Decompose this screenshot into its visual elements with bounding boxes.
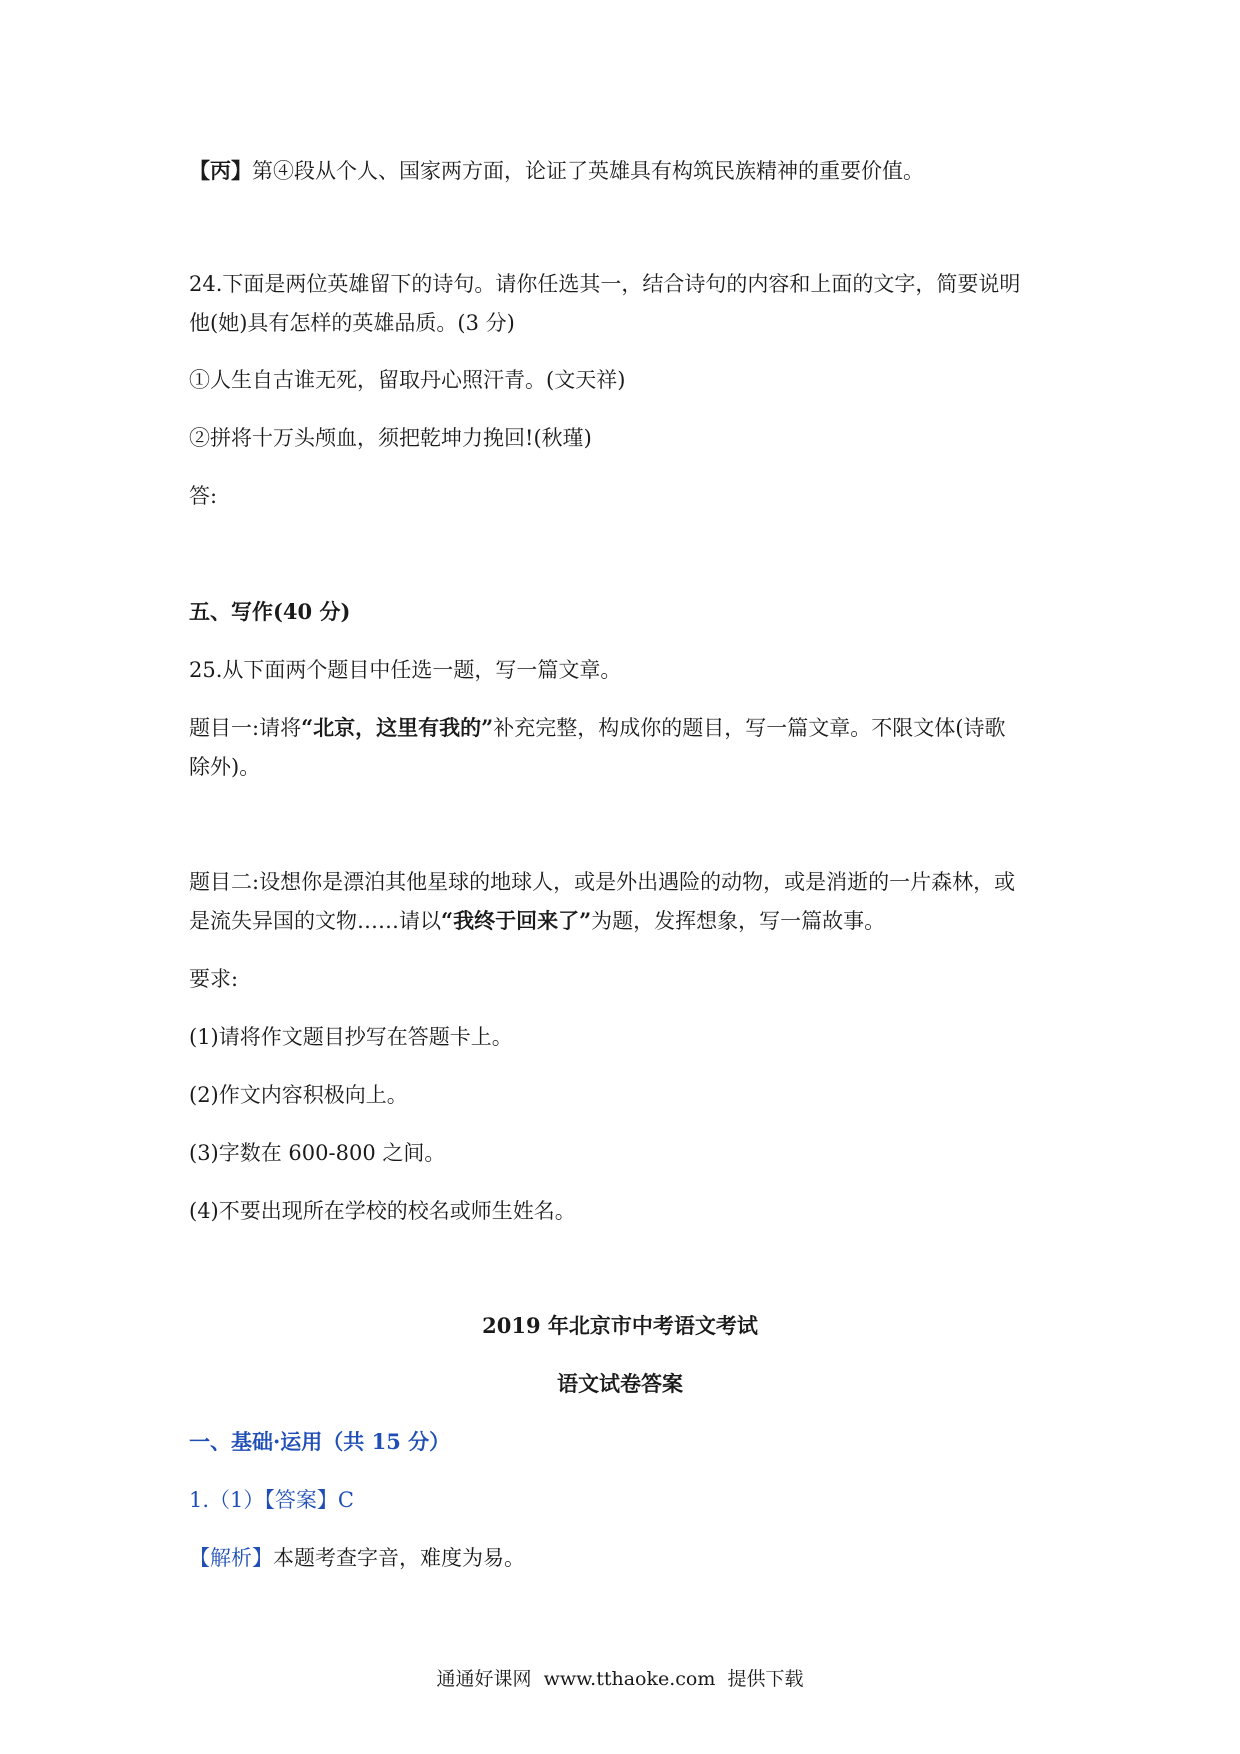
q24-line2: 他(她)具有怎样的英雄品质。(3 分): [189, 311, 515, 335]
analysis-text: 本题考查字音，难度为易。: [273, 1546, 525, 1570]
answer-item1-prefix: 1.（1）: [189, 1488, 265, 1512]
answer-item1-label: 【答案】: [264, 1488, 338, 1512]
q24-answer: 答:: [189, 484, 218, 508]
topic1-line1: [189, 714, 1005, 742]
topic2-line1: 题目二:设想你是漂泊其他星球的地球人，或是外出遇险的动物，或是消逝的一片森林，或: [189, 870, 1016, 894]
answer-key-subtitle: 语文试卷答案: [557, 1371, 683, 1396]
topic2-line2: [189, 907, 885, 935]
topic2-prefix: 是流失异国的文物……请以: [189, 909, 441, 933]
requirements-label: 要求:: [189, 967, 239, 991]
topic1-bold: “北京，这里有我的”: [301, 715, 494, 740]
q24-poem1: ①人生自古谁无死，留取丹心照汗青。(文天祥): [189, 368, 626, 392]
q25-prompt: 25.从下面两个题目中任选一题，写一篇文章。: [189, 658, 622, 682]
paragraph-bing-label: 【丙】: [189, 158, 252, 183]
analysis-label: 【解析】: [189, 1546, 273, 1570]
page-footer: 通通好课网 www.tthaoke.com 提供下载: [436, 1668, 804, 1690]
requirement-item: (1)请将作文题目抄写在答题卡上。: [189, 1025, 513, 1049]
requirement-item: (2)作文内容积极向上。: [189, 1083, 408, 1107]
section5-title: 五、写作(40 分): [189, 599, 351, 624]
answer-item1: [189, 1486, 354, 1514]
paragraph-bing: [189, 157, 924, 185]
answer-key-title: 2019 年北京市中考语文考试: [482, 1313, 758, 1338]
requirement-item: (3)字数在 600-800 之间。: [189, 1141, 446, 1165]
q24-poem2: ②拼将十万头颅血，须把乾坤力挽回!(秋瑾): [189, 426, 592, 450]
answer-section1-title: 一、基础·运用（共 15 分）: [189, 1429, 451, 1454]
answer-item1-value: C: [337, 1488, 354, 1512]
paragraph-bing-text: 第④段从个人、国家两方面，论证了英雄具有构筑民族精神的重要价值。: [252, 159, 924, 183]
topic1-prefix: 题目一:请将: [189, 716, 302, 740]
topic1-suffix: 补充完整，构成你的题目，写一篇文章。不限文体(诗歌: [493, 716, 1006, 740]
q24-line1: 24.下面是两位英雄留下的诗句。请你任选其一，结合诗句的内容和上面的文字，简要说明: [189, 272, 1021, 296]
topic1-line2: 除外)。: [189, 755, 261, 779]
answer-analysis: [189, 1544, 525, 1572]
topic2-suffix: 为题，发挥想象，写一篇故事。: [591, 909, 886, 933]
requirement-item: (4)不要出现所在学校的校名或师生姓名。: [189, 1199, 576, 1223]
topic2-bold: “我终于回来了”: [441, 908, 592, 933]
